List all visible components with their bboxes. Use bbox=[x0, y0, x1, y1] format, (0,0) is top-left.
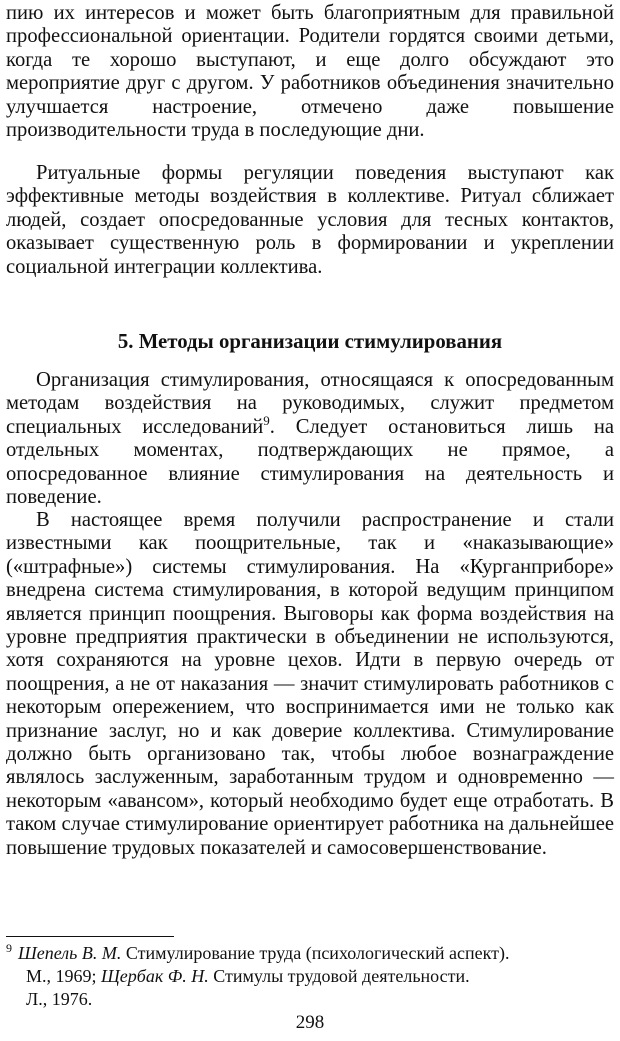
footnote-divider bbox=[6, 936, 174, 937]
page-number: 298 bbox=[295, 1012, 325, 1033]
paragraph-text-part: . Следует остановиться лишь на отдельных моментах, подтверждающих не прямое, а опосредованное влияние стимулирования на деятельность и поведение. bbox=[6, 415, 614, 509]
paragraph-stimulation-organization bbox=[6, 369, 614, 509]
footnote-line bbox=[6, 988, 614, 1011]
footnote-author: Щербак Ф. Н. bbox=[101, 966, 209, 986]
footnote-text: Стимулы трудовой деятельности. bbox=[208, 966, 470, 986]
footnote-line bbox=[6, 942, 614, 965]
paragraph-text: В настоящее время получили распространение и стали известными как поощрительные, так и «наказывающие» («штрафные») системы стимулирования. На «Курганприборе» внедрена система стимулирования, в которой ведущим принципом является принцип поощрения. Выговоры как форма воздействия на уровне предприятия практически в объединении не используются, хотя сохраняются на уровне цехов. Идти в первую очередь от поощрения, а не от наказания — значит стимулировать работников с некоторым опережением, что воспринимается ими не только как признание заслуг, но и как доверие коллектива. Стимулирование должно быть организовано так, чтобы любое вознаграждение являлось заслуженным, заработанным трудом и одновременно — некоторым «авансом», который необходимо будет еще отработать. В таком случае стимулирование ориентирует работника на дальнейшее повышение трудовых показателей и самосовершенствование. bbox=[6, 509, 614, 859]
footnote-line bbox=[6, 965, 614, 988]
paragraph-stimulation-systems bbox=[6, 509, 614, 860]
footnote-text: Стимулирование труда (психологический аспект). bbox=[121, 943, 510, 963]
paragraph-ritual-forms bbox=[6, 162, 614, 279]
footnote-author: Шепель В. М. bbox=[18, 943, 122, 963]
footnote bbox=[6, 942, 614, 1011]
paragraph-text-part: Организация стимулирования, относящаяся к опосредованным методам воздействия на руководимых, служит предметом специальных исследований bbox=[6, 369, 614, 438]
paragraph-text: пию их интересов и может быть благоприятным для правильной профессиональной ориентации. Родители гордятся своими детьми, когда те хорошо выступают, и еще долго обсуждают это мероприятие друг с другом. У работников объединения значительно улучшается настроение, отмечено даже повышение производительности труда в последующие дни. bbox=[6, 2, 614, 142]
footnote-reference: 9 bbox=[263, 412, 270, 428]
paragraph-text bbox=[6, 369, 614, 509]
footnote-text: Л., 1976. bbox=[26, 989, 93, 1009]
footnote-text: М., 1969; bbox=[26, 966, 102, 986]
footnote-number: 9 bbox=[6, 941, 12, 955]
paragraph-text: Ритуальные формы регуляции поведения выступают как эффективные методы воздействия в коллективе. Ритуал сближает людей, создает опосредованные условия для тесных контактов, оказывает существенную роль в формировании и укреплении социальной интеграции коллектива. bbox=[6, 162, 614, 278]
section-heading: 5. Методы организации стимулирования bbox=[117, 330, 503, 353]
paragraph-continued bbox=[6, 2, 614, 142]
